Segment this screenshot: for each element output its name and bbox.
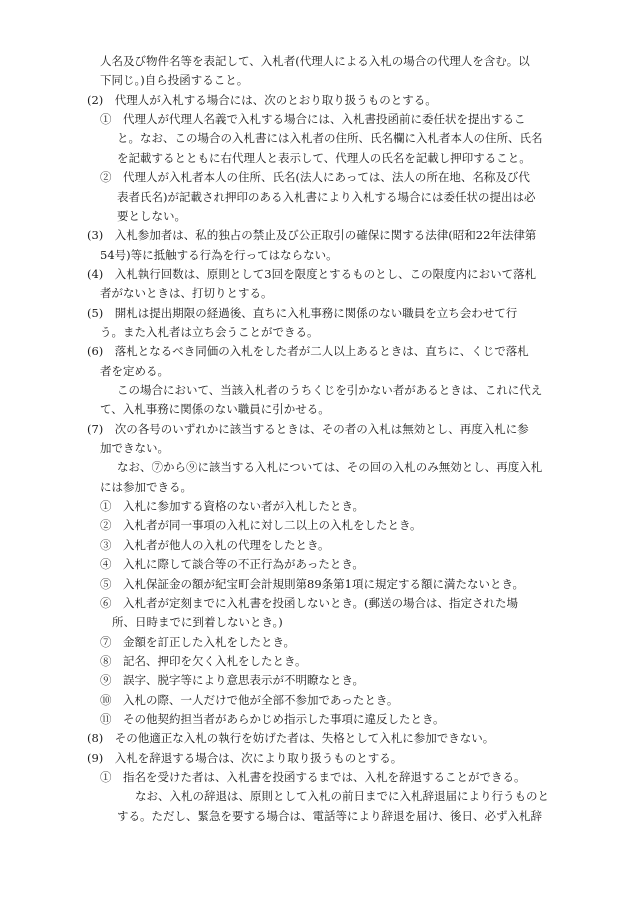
- text-line: ⑥ 入札者が定刻までに入札書を投函しないとき。(郵送の場合は、指定された場: [100, 595, 519, 610]
- text-line: 54号)等に抵触する行為を行ってはならない。: [100, 247, 338, 262]
- text-line: と。なお、この場合の入札書には入札者の住所、氏名欄に入札者本人の住所、氏名: [117, 131, 543, 146]
- text-line: ⑧ 記名、押印を欠く入札をしたとき。: [100, 653, 307, 668]
- text-line: ④ 入札に際して談合等の不正行為があったとき。: [100, 557, 364, 572]
- text-line: 者がないときは、打切りとする。: [100, 286, 273, 301]
- text-line: する。ただし、緊急を要する場合は、電話等により辞退を届け、後日、必ず入札辞: [117, 808, 543, 823]
- text-line: う。また入札者は立ち会うことができる。: [100, 324, 319, 339]
- text-line: (3) 入札参加者は、私的独占の禁止及び公正取引の確保に関する法律(昭和22年法律第: [87, 228, 537, 243]
- text-line: なお、入札の辞退は、原則として入札の前日までに入札辞退届により行うものと: [135, 789, 549, 804]
- text-line: この場合において、当該入札者のうちくじを引かない者があるときは、これに代え: [117, 383, 543, 397]
- text-line: (9) 入札を辞退する場合は、次により取り扱うものとする。: [87, 750, 403, 765]
- text-line: ① 代理人が代理人名義で入札する場合には、入札書投函前に委任状を提出するこ: [100, 112, 526, 127]
- text-line: て、入札事務に関係のない職員に引かせる。: [100, 402, 330, 417]
- text-line: ⑦ 金額を訂正した入札をしたとき。: [100, 634, 296, 649]
- text-line: (7) 次の各号のいずれかに該当するときは、その者の入札は無効とし、再度入札に参: [87, 421, 529, 436]
- text-line: ② 入札者が同一事項の入札に対し二以上の入札をしたとき。: [100, 518, 422, 533]
- text-line: (5) 開札は提出期限の経過後、直ちに入札事務に関係のない職員を立ち会わせて行: [87, 305, 518, 320]
- text-line: ② 代理人が入札者本人の住所、氏名(法人にあっては、法人の所在地、名称及び代: [100, 170, 530, 185]
- text-line: ① 指名を受けた者は、入札書を投函するまでは、入札を辞退することができる。: [100, 770, 526, 784]
- text-line: 人名及び物件名等を表記して、入札者(代理人による入札の場合の代理人を含む。以: [100, 54, 530, 68]
- text-line: 下同じ。)自ら投函すること。: [100, 73, 249, 88]
- text-line: を記載するとともに右代理人と表示して、代理人の氏名を記載し押印すること。: [117, 150, 531, 165]
- text-line: 表者氏名)が記載され押印のある入札書により入札する場合には委任状の提出は必: [117, 189, 536, 204]
- text-line: (8) その他適正な入札の執行を妨げた者は、失格として入札に参加できない。: [87, 731, 495, 746]
- text-line: 所、日時までに到着しないとき。): [112, 615, 283, 630]
- text-line: 要としない。: [117, 208, 186, 223]
- text-line: なお、⑦から⑨に該当する入札については、その回の入札のみ無効とし、再度入札: [117, 460, 543, 475]
- text-line: (2) 代理人が入札する場合には、次のとおり取り扱うものとする。: [87, 92, 437, 107]
- text-line: (4) 入札執行回数は、原則として3回を限度とするものとし、この限度内において落札: [87, 266, 537, 281]
- text-line: ⑪ その他契約担当者があらかじめ指示した事項に違反したとき。: [100, 711, 445, 726]
- text-line: ③ 入札者が他人の入札の代理をしたとき。: [100, 537, 330, 552]
- text-line: 者を定める。: [100, 363, 169, 378]
- text-line: ① 入札に参加する資格のない者が入札したとき。: [100, 499, 365, 514]
- text-line: 加できない。: [100, 441, 169, 455]
- text-line: ⑩ 入札の際、一人だけで他が全部不参加であったとき。: [100, 692, 399, 707]
- text-line: には参加できる。: [100, 479, 192, 494]
- text-line: ⑨ 誤字、脱字等により意思表示が不明瞭なとき。: [100, 673, 365, 688]
- text-line: (6) 落札となるべき同価の入札をした者が二人以上あるときは、直ちに、くじで落札: [87, 344, 529, 359]
- text-line: ⑤ 入札保証金の額が紀宝町会計規則第89条第1項に規定する額に満たないとき。: [100, 576, 524, 591]
